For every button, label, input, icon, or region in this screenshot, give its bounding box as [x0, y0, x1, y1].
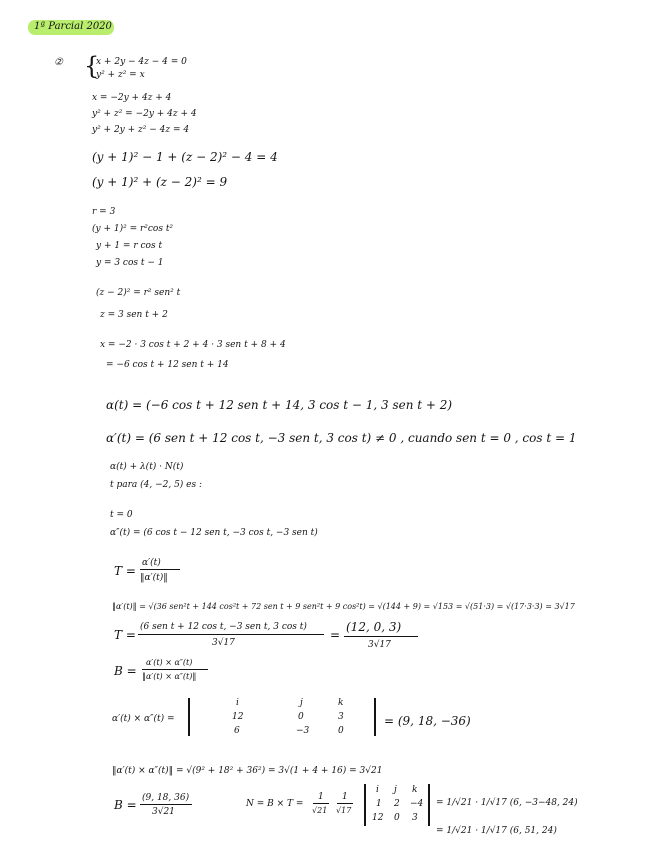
eq-line-3: y² + 2y + z² − 4z = 4: [92, 125, 190, 135]
det-cell: i: [376, 785, 379, 795]
tangent-numerator-2: (6 sen t + 12 cos t, −3 sen t, 3 cos t): [140, 622, 307, 632]
eq-line-16: α(t) + λ(t) · N(t): [110, 462, 184, 472]
det-cell: −3: [296, 726, 310, 736]
eq-line-8: y + 1 = r cos t: [96, 241, 163, 251]
determinant-bar-left: [364, 784, 366, 826]
page-title: 1ª Parcial 2020: [34, 21, 112, 32]
tangent-label-2: T =: [114, 628, 136, 642]
eq-line-9: y = 3 cos t − 1: [96, 258, 164, 268]
det-cell: 3: [338, 712, 344, 722]
det-cell: 0: [298, 712, 304, 722]
det-cell: k: [338, 698, 344, 708]
cross-product-label: α′(t) × α″(t) =: [112, 714, 175, 724]
binormal-numerator: α′(t) × α″(t): [146, 658, 193, 667]
eq-line-4: (y + 1)² − 1 + (z − 2)² − 4 = 4: [92, 150, 278, 164]
eq-line-5: (y + 1)² + (z − 2)² = 9: [92, 175, 228, 189]
tangent-numerator: α′(t): [142, 558, 161, 568]
eq-line-17: t para (4, −2, 5) es :: [110, 480, 203, 490]
system-eq-1: x + 2y − 4z − 4 = 0: [96, 57, 187, 67]
normal-formula: N = B × T =: [246, 799, 304, 809]
fraction-bar: [142, 669, 208, 670]
det-cell: −4: [410, 799, 424, 809]
system-brace: {: [84, 52, 100, 80]
fraction-bar: [344, 636, 418, 637]
fraction-bar: [140, 569, 180, 570]
norm-line: ‖α′(t)‖ = √(36 sen²t + 144 cos²t + 72 sen t + 9 sen²t + 9 cos²t) = √(144 + 9) = √153 = √(51·3) = √(17·3·3) = 3√17: [112, 602, 575, 611]
fraction-bar: [313, 803, 329, 804]
system-eq-2: y² + z² = x: [96, 70, 145, 80]
det-cell: 3: [412, 813, 418, 823]
binormal-denominator: ‖α′(t) × α″(t)‖: [142, 672, 197, 681]
binormal-label-2: B =: [114, 798, 137, 812]
det-cell: i: [236, 698, 239, 708]
binormal-result-numerator: (9, 18, 36): [142, 793, 190, 803]
eq-line-10: (z − 2)² = r² sen² t: [96, 288, 181, 298]
tangent-denominator-2: 3√17: [212, 638, 235, 648]
det-cell: 12: [232, 712, 244, 722]
fraction-bar: [138, 634, 324, 635]
det-cell: 0: [394, 813, 400, 823]
factor-den: √17: [336, 806, 352, 815]
eq-line-1: x = −2y + 4z + 4: [92, 93, 172, 103]
binormal-label: B =: [114, 664, 137, 678]
eq-line-14: α(t) = (−6 cos t + 12 sen t + 14, 3 cos t − 1, 3 sen t + 2): [106, 398, 453, 412]
normal-result-1: = 1/√21 · 1/√17 (6, −3−48, 24): [436, 798, 578, 808]
binormal-result-denominator: 3√21: [152, 807, 175, 817]
det-cell: k: [412, 785, 418, 795]
det-cell: 1: [376, 799, 382, 809]
normal-result-2: = 1/√21 · 1/√17 (6, 51, 24): [436, 826, 557, 836]
determinant-bar-left: [188, 698, 190, 736]
exercise-number: ②: [54, 57, 63, 68]
cross-norm-line: ‖α′(t) × α″(t)‖ = √(9² + 18² + 36²) = 3√(1 + 4 + 16) = 3√21: [112, 766, 383, 776]
det-cell: 2: [394, 799, 400, 809]
eq-line-6: r = 3: [92, 207, 116, 217]
det-cell: j: [300, 698, 303, 708]
det-cell: 12: [372, 813, 384, 823]
eq-line-11: z = 3 sen t + 2: [100, 310, 168, 320]
fraction-bar: [140, 804, 192, 805]
det-cell: 6: [234, 726, 240, 736]
tangent-result-denominator: 3√17: [368, 640, 391, 650]
eq-line-13: = −6 cos t + 12 sen t + 14: [106, 360, 229, 370]
eq-line-15: α′(t) = (6 sen t + 12 cos t, −3 sen t, 3 cos t) ≠ 0 , cuando sen t = 0 , cos t = 1: [106, 431, 577, 445]
factor-num: 1: [318, 792, 324, 802]
factor-num: 1: [342, 792, 348, 802]
factor-den: √21: [312, 806, 328, 815]
eq-line-7: (y + 1)² = r²cos t²: [92, 224, 174, 234]
tangent-label: T =: [114, 564, 136, 578]
det-cell: j: [394, 785, 397, 795]
eq-line-2: y² + z² = −2y + 4z + 4: [92, 109, 197, 119]
fraction-bar: [337, 803, 353, 804]
eq-line-12: x = −2 · 3 cos t + 2 + 4 · 3 sen t + 8 + 4: [100, 340, 286, 350]
determinant-bar-right: [428, 784, 430, 826]
determinant-bar-right: [374, 698, 376, 736]
eq-line-18: t = 0: [110, 510, 133, 520]
equals-sign: =: [330, 628, 341, 642]
cross-product-result: = (9, 18, −36): [384, 714, 471, 728]
tangent-result-numerator: (12, 0, 3): [346, 620, 402, 634]
eq-line-19: α″(t) = (6 cos t − 12 sen t, −3 cos t, −3 sen t): [110, 528, 318, 538]
tangent-denominator: ‖α′(t)‖: [140, 573, 168, 583]
det-cell: 0: [338, 726, 344, 736]
